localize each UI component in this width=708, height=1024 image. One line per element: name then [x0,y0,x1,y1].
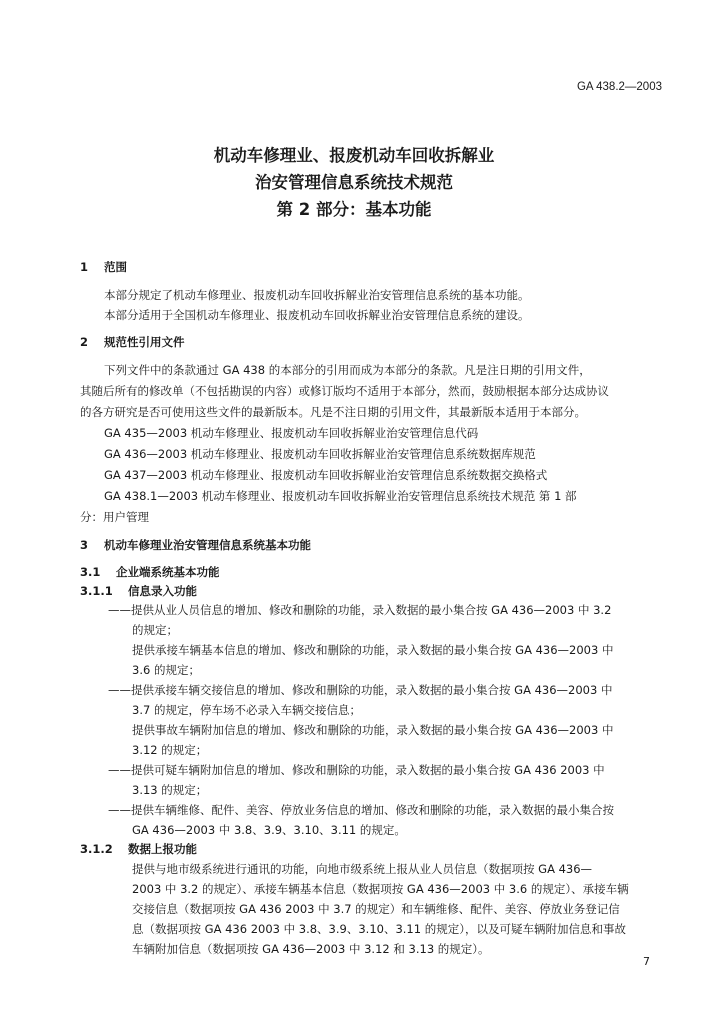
section-3-heading: 机动车修理业治安管理信息系统基本功能 [104,538,311,552]
doc-title-line2: 治安管理信息系统技术规范 [255,173,453,192]
section-2-intro-line-3: 的各方研究是否可使用这些文件的最新版本。凡是不注日期的引用文件，其最新版本适用于本部分。 [80,405,586,419]
reference-ga438-1-line-1: GA 438.1—2003 机动车修理业、报废机动车回收拆解业治安管理信息系统技术规范 第 1 部 [104,489,577,503]
report-para-line-2: 2003 中 3.2 的规定）、承接车辆基本信息（数据项按 GA 436—2003 中 3.6 的规定）、承接车辆 [132,882,629,896]
section-2-intro-line-1: 下列文件中的条款通过 GA 438 的本部分的引用而成为本部分的条款。凡是注日期的引用文件， [104,363,591,377]
list-item-3-line-2: 3.7 的规定，停车场不必录入车辆交接信息； [132,703,361,717]
reference-ga438-1-line-2: 分：用户管理 [80,510,149,524]
doc-title-line1: 机动车修理业、报废机动车回收拆解业 [213,146,495,165]
section-2-intro-line-2: 其随后所有的修改单（不包括勘误的内容）或修订版均不适用于本部分，然而，鼓励根据本部分达成协议 [80,384,609,398]
reference-ga437: GA 437—2003 机动车修理业、报废机动车回收拆解业治安管理信息系统数据交换格式 [104,468,548,482]
list-item-1-line-2: 的规定； [132,623,178,637]
section-2-heading: 规范性引用文件 [104,335,185,349]
report-para-line-5: 车辆附加信息（数据项按 GA 436—2003 中 3.12 和 3.13 的规定）。 [132,942,490,956]
doc-title-line3: 第 2 部分：基本功能 [276,200,432,219]
section-2-number: 2 [80,335,89,349]
report-para-line-3: 交接信息（数据项按 GA 436 2003 中 3.7 的规定）和车辆维修、配件、美容、停放业务登记信 [132,902,620,916]
list-item-1-line-1: ——提供从业人员信息的增加、修改和删除的功能，录入数据的最小集合按 GA 436—2003 中 3.2 [108,603,612,617]
list-item-6-line-2: GA 436—2003 中 3.8、3.9、3.10、3.11 的规定。 [132,823,406,837]
standard-number: GA 438.2—2003 [576,81,662,93]
list-item-5-line-2: 3.13 的规定； [132,783,208,797]
section-1-para-2: 本部分适用于全国机动车修理业、报废机动车回收拆解业治安管理信息系统的建设。 [104,308,530,322]
list-item-6-line-1: ——提供车辆维修、配件、美容、停放业务信息的增加、修改和删除的功能，录入数据的最小集合按 [108,803,614,817]
list-item-4-line-1: 提供事故车辆附加信息的增加、修改和删除的功能，录入数据的最小集合按 GA 436—2003 中 [132,723,614,737]
section-3-1-heading: 企业端系统基本功能 [116,565,220,579]
list-item-2-line-2: 3.6 的规定； [132,663,200,677]
reference-ga436: GA 436—2003 机动车修理业、报废机动车回收拆解业治安管理信息系统数据库规范 [104,447,536,461]
section-3-1-number: 3.1 [80,565,101,579]
report-para-line-1: 提供与地市级系统进行通讯的功能，向地市级系统上报从业人员信息（数据项按 GA 436— [132,862,593,876]
section-1-para-1: 本部分规定了机动车修理业、报废机动车回收拆解业治安管理信息系统的基本功能。 [104,288,530,302]
list-item-2-line-1: 提供承接车辆基本信息的增加、修改和删除的功能，录入数据的最小集合按 GA 436—2003 中 [132,643,614,657]
report-para-line-4: 息（数据项按 GA 436 2003 中 3.8、3.9、3.10、3.11 的规定），以及可疑车辆附加信息和事故 [132,922,626,936]
reference-ga435: GA 435—2003 机动车修理业、报废机动车回收拆解业治安管理信息代码 [104,426,479,440]
section-3-1-1-heading: 信息录入功能 [128,584,197,598]
page-number: 7 [643,955,650,968]
list-item-5-line-1: ——提供可疑车辆附加信息的增加、修改和删除的功能，录入数据的最小集合按 GA 436 2003 中 [108,763,605,777]
section-3-1-1-number: 3.1.1 [80,584,113,598]
section-3-1-2-heading: 数据上报功能 [128,842,197,856]
section-3-number: 3 [80,538,89,552]
list-item-4-line-2: 3.12 的规定； [132,743,208,757]
list-item-3-line-1: ——提供承接车辆交接信息的增加、修改和删除的功能，录入数据的最小集合按 GA 436—2003 中 [108,683,613,697]
section-1-heading: 范围 [104,260,127,274]
section-3-1-2-number: 3.1.2 [80,842,113,856]
section-1-number: 1 [80,260,89,274]
